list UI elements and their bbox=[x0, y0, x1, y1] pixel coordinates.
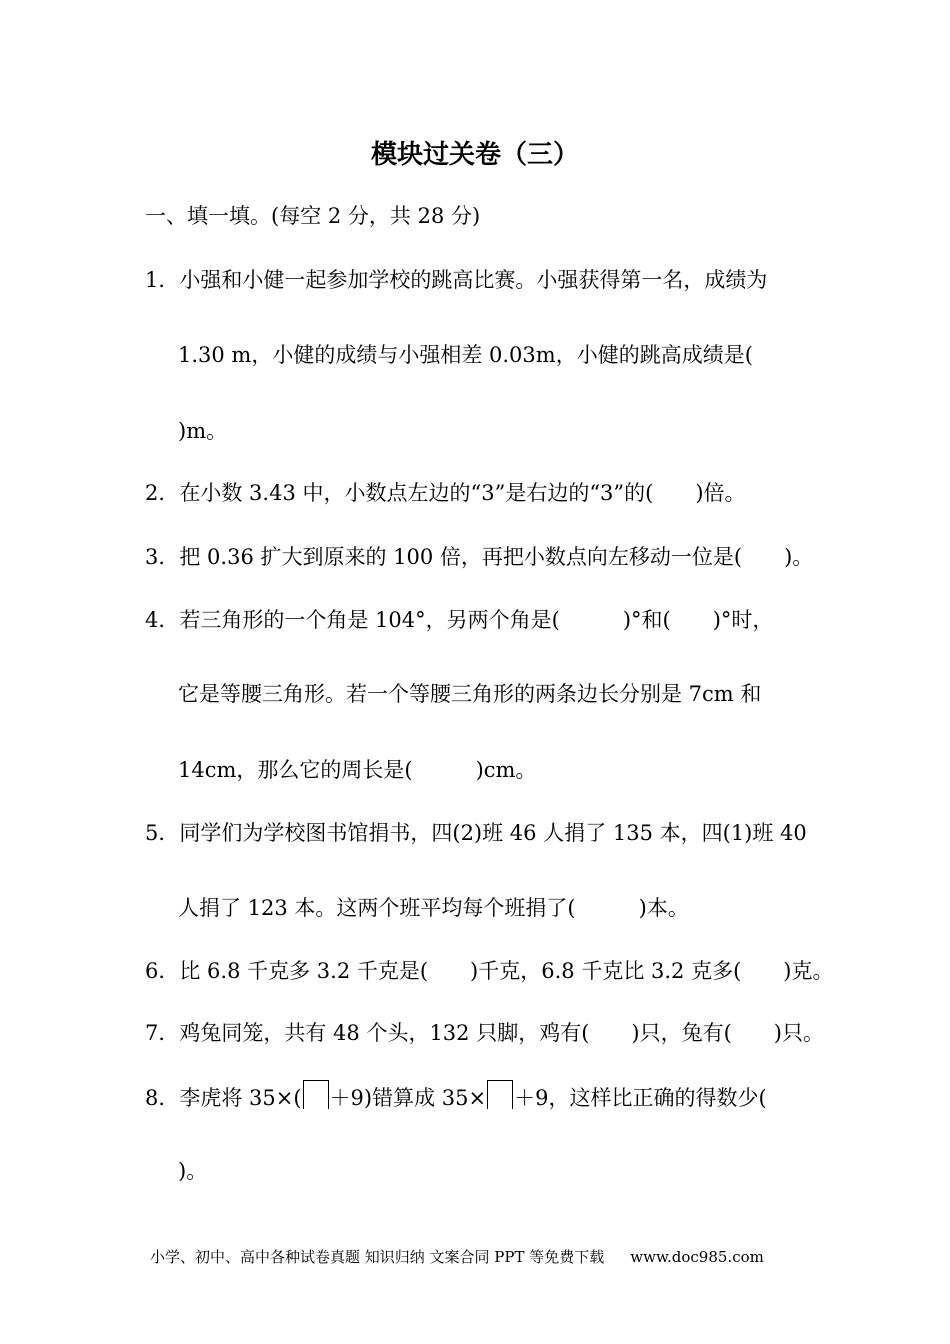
question-number: 4． bbox=[145, 608, 180, 632]
question-number: 6． bbox=[145, 959, 180, 983]
question-number: 3． bbox=[145, 545, 180, 569]
question-8 bbox=[145, 1080, 767, 1113]
question-number: 5． bbox=[145, 821, 180, 845]
question-1-line-3: )m。 bbox=[178, 419, 228, 443]
question-text: 把 0.36 扩大到原来的 100 倍，再把小数点向左移动一位是( )。 bbox=[179, 545, 814, 569]
question-text-part-1: 李虎将 35×( bbox=[179, 1086, 302, 1110]
blank-box bbox=[303, 1080, 329, 1109]
blank-box bbox=[487, 1080, 513, 1109]
question-text: 鸡兔同笼，共有 48 个头，132 只脚，鸡有( )只，兔有( )只。 bbox=[179, 1021, 824, 1045]
question-2 bbox=[145, 478, 746, 508]
question-number: 2． bbox=[145, 481, 180, 505]
question-4 bbox=[145, 605, 773, 635]
question-number: 8． bbox=[145, 1086, 180, 1110]
question-number: 1． bbox=[145, 268, 180, 292]
question-3 bbox=[145, 542, 813, 572]
question-4-line-3: 14cm，那么它的周长是( )cm。 bbox=[178, 758, 537, 782]
question-text-part-3: ＋9，这样比正确的得数少( bbox=[514, 1086, 767, 1110]
question-text: 在小数 3.43 中，小数点左边的“3”是右边的“3”的( )倍。 bbox=[179, 481, 746, 505]
page-title: 模块过关卷（三） bbox=[370, 140, 579, 170]
footer-website-link[interactable]: www.doc985.com bbox=[630, 1248, 764, 1266]
section-heading: 一、填一填。(每空 2 分，共 28 分) bbox=[145, 204, 481, 228]
question-text: 比 6.8 千克多 3.2 千克是( )千克，6.8 千克比 3.2 克多( )克。 bbox=[179, 959, 834, 983]
question-text: 小强和小健一起参加学校的跳高比赛。小强获得第一名，成绩为 bbox=[179, 268, 768, 292]
question-text: 同学们为学校图书馆捐书，四(2)班 46 人捐了 135 本，四(1)班 40 bbox=[179, 821, 807, 845]
question-5-line-2: 人捐了 123 本。这两个班平均每个班捐了( )本。 bbox=[178, 896, 689, 920]
question-1 bbox=[145, 265, 767, 295]
question-text: 若三角形的一个角是 104°，另两个角是( )°和( )°时， bbox=[179, 608, 774, 632]
question-8-line-2: )。 bbox=[178, 1159, 208, 1183]
question-4-line-2: 它是等腰三角形。若一个等腰三角形的两条边长分别是 7cm 和 bbox=[178, 682, 762, 706]
question-5 bbox=[145, 818, 807, 848]
question-1-line-2: 1.30 m，小健的成绩与小强相差 0.03m，小健的跳高成绩是( bbox=[178, 343, 753, 367]
page-footer bbox=[150, 1246, 764, 1267]
question-text-part-2: ＋9)错算成 35× bbox=[329, 1086, 487, 1110]
question-6 bbox=[145, 956, 833, 986]
footer-text: 小学、初中、高中各种试卷真题 知识归纳 文案合同 PPT 等免费下载 bbox=[150, 1248, 605, 1266]
question-7 bbox=[145, 1018, 824, 1048]
question-number: 7． bbox=[145, 1021, 180, 1045]
